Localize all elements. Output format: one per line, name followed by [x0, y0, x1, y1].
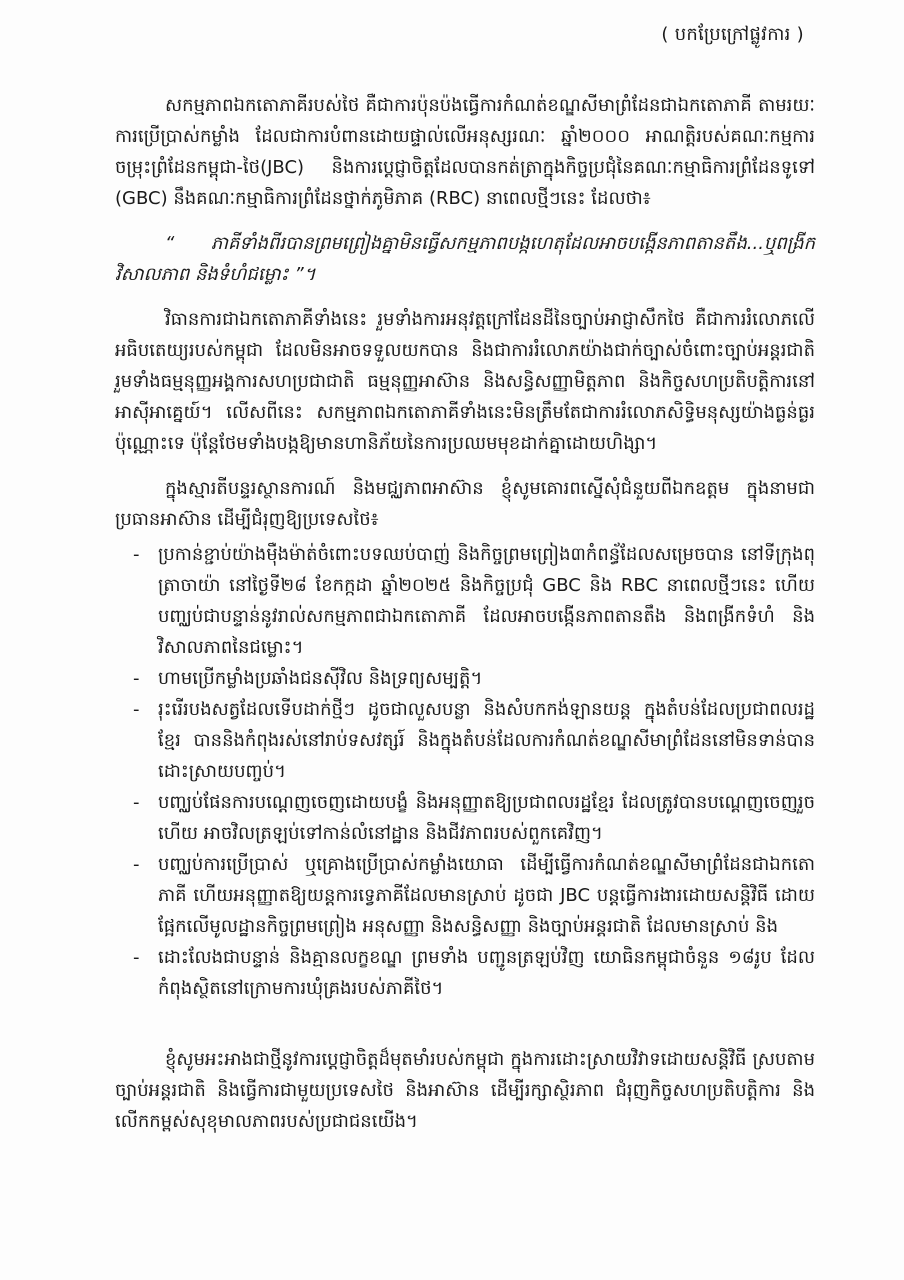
list-dash: -	[133, 544, 140, 565]
quoted-commitment: “ ភាគីទាំងពីរបានព្រមព្រៀងគ្នាមិនធ្វើសកម្មភាពបង្កហេតុដែលអាចបង្កើនភាពតានតឹង...ឬពង្រីកវិសាលភាព និងទំហំជម្លោះ ”។	[115, 233, 815, 285]
list-item	[115, 849, 815, 942]
list-dash: -	[133, 792, 140, 813]
demands-list	[115, 539, 815, 1004]
list-item	[115, 539, 815, 663]
letter-body	[115, 90, 815, 1137]
list-dash: -	[133, 854, 140, 875]
unofficial-translation-label: ( បកប្រែក្រៅផ្លូវការ )	[661, 24, 804, 45]
list-item	[115, 942, 815, 1004]
list-item	[115, 694, 815, 787]
list-item-text: រុះរើរបងសត្វដែលទើបដាក់ថ្មីៗ ដូចជាលួសបន្លា និងសំបកកង់ឡានយន្ត ក្នុងតំបន់ដែលប្រជាពលរដ្ឋខ្មែរ បាននិងកំពុងរស់នៅរាប់ទសវត្សរ៍ និងក្នុងតំបន់ដែលការកំណត់ខណ្ឌសីមាព្រំដែននៅមិនទាន់បានដោះស្រាយបញ្ចប់។	[158, 699, 815, 782]
list-item	[115, 663, 815, 694]
list-item	[115, 787, 815, 849]
list-item-text: បញ្ឈប់ផែនការបណ្តេញចេញដោយបង្ខំ និងអនុញ្ញាតឱ្យប្រជាពលរដ្ឋខ្មែរ ដែលត្រូវបានបណ្តេញចេញរួចហើយ អាចវិលត្រឡប់ទៅកាន់លំនៅដ្ឋាន និងជីវភាពរបស់ពួកគេវិញ។	[158, 792, 815, 844]
paragraph-closing: ខ្ញុំសូមអះអាងជាថ្មីនូវការប្តេជ្ញាចិត្តដ៏មុតមាំរបស់កម្ពុជា ក្នុងការដោះស្រាយវិវាទដោយសន្តិវិធី ស្របតាមច្បាប់អន្តរជាតិ និងធ្វើការជាមួយប្រទេសថៃ និងអាស៊ាន ដើម្បីរក្សាស្ថិរភាព ជំរុញកិច្ចសហប្រតិបត្តិការ និងលើកកម្ពស់សុខុមាលភាពរបស់ប្រជាជនយើង។	[115, 1049, 815, 1132]
list-item-text: ប្រកាន់ខ្ជាប់យ៉ាងម៉ឺងម៉ាត់ចំពោះបទឈប់បាញ់ និងកិច្ចព្រមព្រៀង៣កំពន្ធ័ដែលសម្រេចបាន នៅទីក្រុងពុត្រាចាយ៉ា នៅថ្ងៃទី២៨ ខែកក្កដា ឆ្នាំ២០២៥ និងកិច្ចប្រជុំ GBC និង RBC នាពេលថ្មីៗនេះ ហើយបញ្ឈប់ជាបន្ទាន់នូវរាល់សកម្មភាពជាឯកតោភាគី ដែលអាចបង្កើនភាពតានតឹង និងពង្រីកទំហំ និងវិសាលភាពនៃជម្លោះ។	[158, 544, 815, 658]
paragraph-unilateral-actions: សកម្មភាពឯកតោភាគីរបស់ថៃ គឺជាការប៉ុនប៉ងធ្វើការកំណត់ខណ្ឌសីមាព្រំដែនជាឯកតោភាគី តាមរយៈការប្រើប្រាស់កម្លាំង ដែលជាការបំពានដោយផ្ទាល់លើអនុស្សរណៈ ឆ្នាំ២០០០ អាណត្តិរបស់គណៈកម្មការចម្រុះព្រំដែនកម្ពុជា-ថៃ(JBC) និងការប្តេជ្ញាចិត្តដែលបានកត់ត្រាក្នុងកិច្ចប្រជុំនៃគណៈកម្មាធិការព្រំដែនទូទៅ (GBC) នឹងគណៈកម្មាធិការព្រំដែនថ្នាក់ភូមិភាគ (RBC) នាពេលថ្មីៗនេះ ដែលថា៖	[115, 95, 815, 209]
paragraph-violations: វិធានការជាឯកតោភាគីទាំងនេះ រួមទាំងការអនុវត្តក្រៅដែនដីនៃច្បាប់អាជ្ញាសឹកថៃ គឺជាការរំលោភលើអធិបតេយ្យរបស់កម្ពុជា ដែលមិនអាចទទួលយកបាន និងជាការរំលោភយ៉ាងជាក់ច្បាស់ចំពោះច្បាប់អន្តរជាតិ រួមទាំងធម្មនុញ្ញអង្គការសហប្រជាជាតិ ធម្មនុញ្ញអាស៊ាន និងសន្ធិសញ្ញាមិត្តភាព និងកិច្ចសហប្រតិបត្តិការនៅអាស៊ីអាគ្នេយ៍។ លើសពីនេះ សកម្មភាពឯកតោភាគីទាំងនេះមិនត្រឹមតែជាការរំលោភសិទ្ធិមនុស្សយ៉ាងធ្ងន់ធ្ងរប៉ុណ្ណោះទេ ប៉ុន្តែថែមទាំងបង្កឱ្យមានហានិភ័យនៃការប្រឈមមុខដាក់គ្នាដោយហិង្សា។	[115, 309, 815, 454]
paragraph-request-lead: ក្នុងស្មារតីបន្ទរស្ថានការណ៍ និងមជ្ឈភាពអាស៊ាន ខ្ញុំសូមគោរពស្នើសុំជំនួយពីឯកឧត្តម ក្នុងនាមជាប្រធានអាស៊ាន ដើម្បីជំរុញឱ្យប្រទេសថៃ៖	[115, 478, 815, 530]
list-dash: -	[133, 699, 140, 720]
list-dash: -	[133, 668, 140, 689]
list-dash: -	[133, 947, 140, 968]
list-item-text: ដោះលែងជាបន្ទាន់ និងគ្មានលក្ខខណ្ឌ ព្រមទាំង បញ្ជូនត្រឡប់វិញ យោធិនកម្ពុជាចំនួន ១៨រូប ដែលកំពុងស្ថិតនៅក្រោមការឃុំគ្រងរបស់ភាគីថៃ។	[158, 947, 815, 999]
list-item-text: ហាមប្រើកម្លាំងប្រឆាំងជនស៊ីវិល និងទ្រព្យសម្បត្តិ។	[158, 668, 483, 689]
list-item-text: បញ្ឈប់ការប្រើប្រាស់ ឬគ្រោងប្រើប្រាស់កម្លាំងយោធា ដើម្បីធ្វើការកំណត់ខណ្ឌសីមាព្រំដែនជាឯកតោភាគី ហើយអនុញ្ញាតឱ្យយន្តការទ្វេភាគីដែលមានស្រាប់ ដូចជា JBC បន្តធ្វើការងារដោយសន្តិវិធី ដោយផ្អែកលើមូលដ្ឋានកិច្ចព្រមព្រៀង អនុសញ្ញា និងសន្ធិសញ្ញា និងច្បាប់អន្តរជាតិ ដែលមានស្រាប់ និង	[158, 854, 815, 937]
